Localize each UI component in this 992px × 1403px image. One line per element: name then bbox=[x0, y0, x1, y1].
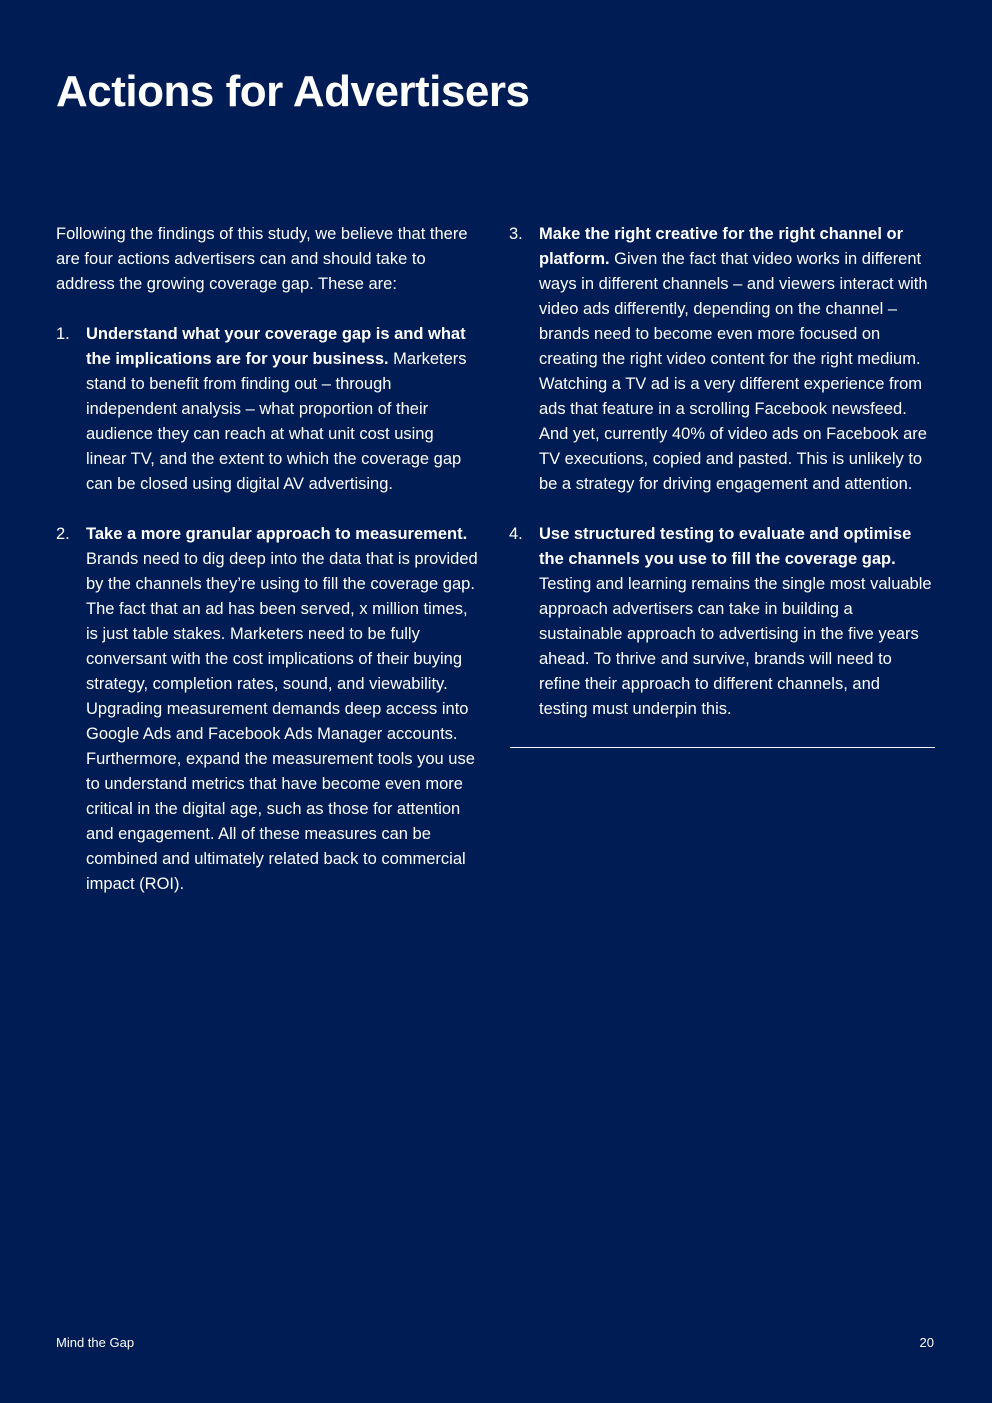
action-number: 3. bbox=[509, 225, 523, 243]
action-item-4 bbox=[509, 522, 933, 722]
right-column bbox=[509, 222, 933, 748]
page-title: Actions for Advertisers bbox=[56, 67, 530, 116]
action-item-2 bbox=[56, 522, 478, 897]
section-divider bbox=[510, 747, 935, 748]
footer-publication-title: Mind the Gap bbox=[56, 1335, 135, 1350]
intro-paragraph: Following the findings of this study, we believe that there are four actions advertisers can and should take to address the growing coverage gap. These are: bbox=[56, 225, 468, 293]
action-heading: Use structured testing to evaluate and optimise the channels you use to fill the coverage gap. bbox=[539, 525, 912, 568]
action-heading: Make the right creative for the right channel or platform. bbox=[539, 225, 903, 268]
action-body: Marketers stand to benefit from finding out – through independent analysis – what proportion of their audience they can reach at what unit cost using linear TV, and the extent to which the coverage gap can be closed using digital AV advertising. bbox=[86, 350, 467, 493]
action-body: Brands need to dig deep into the data that is provided by the channels they’re using to fill the coverage gap. The fact that an ad has been served, x million times, is just table stakes. Marketers need to be fully conversant with the cost implications of their buying strategy, completion rates, sound, and viewability. Upgrading measurement demands deep access into Google Ads and Facebook Ads Manager accounts. Furthermore, expand the measurement tools you use to understand metrics that have become even more critical in the digital age, such as those for attention and engagement. All of these measures can be combined and ultimately related back to commercial impact (ROI). bbox=[86, 550, 478, 893]
action-number: 2. bbox=[56, 525, 70, 543]
action-body: Given the fact that video works in different ways in different channels – and viewers interact with video ads differently, depending on the channel – brands need to become even more focused on creating the right video content for the right medium. Watching a TV ad is a very different experience from ads that feature in a scrolling Facebook newsfeed. And yet, currently 40% of video ads on Facebook are TV executions, copied and pasted. This is unlikely to be a strategy for driving engagement and attention. bbox=[539, 250, 928, 493]
action-number: 4. bbox=[509, 525, 523, 543]
action-item-1 bbox=[56, 322, 478, 497]
action-item-3 bbox=[509, 222, 933, 497]
action-heading: Take a more granular approach to measurement. bbox=[86, 525, 468, 543]
footer-page-number: 20 bbox=[919, 1335, 934, 1350]
action-body: Testing and learning remains the single most valuable approach advertisers can take in building a sustainable approach to advertising in the five years ahead. To thrive and survive, brands will need to refine their approach to different channels, and testing must underpin this. bbox=[539, 575, 932, 718]
action-heading: Understand what your coverage gap is and what the implications are for your business. bbox=[86, 325, 466, 368]
action-number: 1. bbox=[56, 325, 70, 343]
left-column bbox=[56, 222, 478, 922]
